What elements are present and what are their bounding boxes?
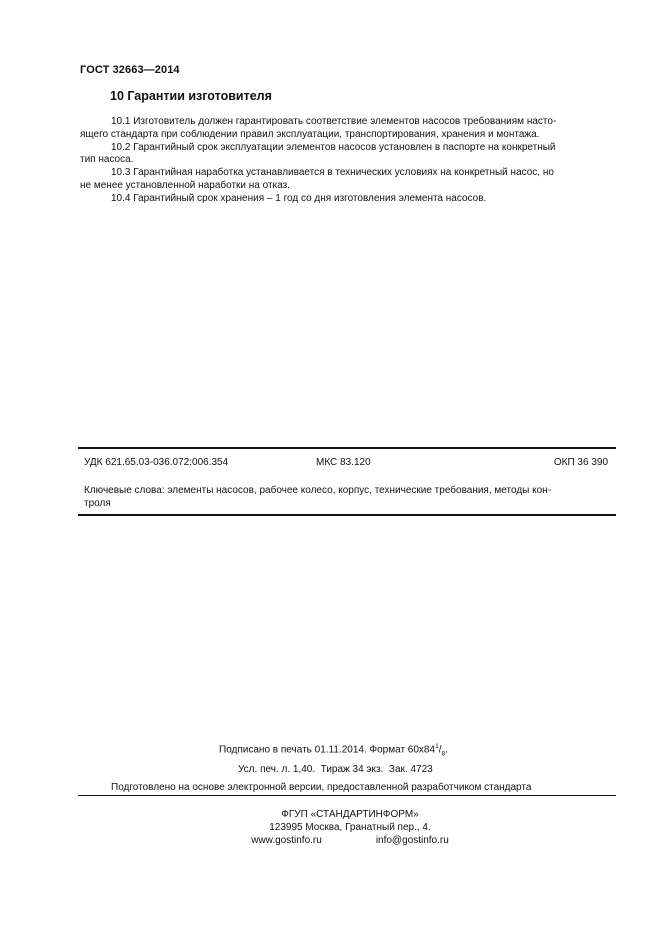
classification-top-rule [78, 447, 616, 449]
keywords: Ключевые слова: элементы насосов, рабочее колесо, корпус, технические требования, методы кон- троля [84, 485, 552, 509]
okp-code: ОКП 36 390 [553, 457, 608, 468]
format-denominator: 8 [441, 750, 446, 758]
publisher-website-link[interactable]: www.gostinfo.ru [251, 835, 322, 846]
publisher-address: 123995 Москва, Гранатный пер., 4. [269, 822, 431, 833]
publisher-email-link[interactable]: info@gostinfo.ru [375, 835, 449, 846]
udk-code: УДК 621.65.03-036.072:006.354 [84, 457, 229, 468]
mks-code: МКС 83.120 [316, 457, 371, 468]
paragraph-10-3: 10.3 Гарантийная наработка устанавливается в технических условиях на конкретный насос, но не менее установленной наработки на отказ. [80, 167, 554, 191]
format-suffix: . [445, 744, 448, 756]
publisher-block [200, 808, 500, 847]
format-numerator: 1 [435, 743, 439, 750]
section-title: 10 Гарантии изготовителя [110, 89, 272, 103]
print-line-text: Подписано в печать 01.11.2014. Формат 60х84 [219, 744, 436, 756]
classification-bottom-rule [78, 514, 616, 516]
publisher-contacts [200, 834, 500, 847]
imprint-rule [78, 795, 616, 796]
prepared-note: Подготовлено на основе электронной версии, предоставленной разработчиком стандарта [111, 782, 532, 793]
paragraph-10-1: 10.1 Изготовитель должен гарантировать соответствие элементов насосов требованиям насто- ящего стандарта при соблюдении правил эксплуатации, транспортирования, хранения и монтажа. [80, 116, 557, 140]
document-code: ГОСТ 32663—2014 [80, 64, 180, 76]
format-slash: / [438, 744, 442, 756]
paragraph-10-2: 10.2 Гарантийный срок эксплуатации элементов насосов установлен в паспорте на конкретный тип насоса. [80, 141, 556, 166]
print-signed-line [219, 743, 448, 757]
print-volume-line: Усл. печ. л. 1,40. Тираж 34 экз. Зак. 4723 [238, 764, 433, 775]
section-body [80, 116, 614, 206]
publisher-name: ФГУП «СТАНДАРТИНФОРМ» [281, 809, 419, 820]
paragraph-10-4: 10.4 Гарантийный срок хранения – 1 год со дня изготовления элемента насосов. [111, 192, 487, 204]
